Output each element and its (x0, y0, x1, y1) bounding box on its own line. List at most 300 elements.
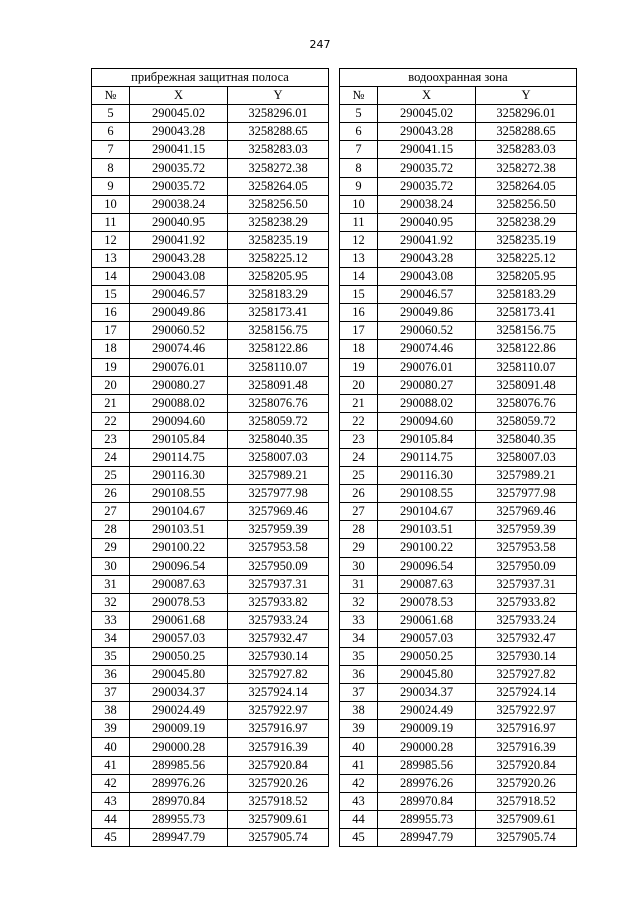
table-row (340, 702, 577, 720)
x-coordinate-cell: 290035.72 (378, 159, 476, 177)
table-row (340, 485, 577, 503)
table-row (92, 177, 329, 195)
point-number-cell: 13 (340, 249, 378, 267)
y-coordinate-cell: 3257920.84 (228, 756, 329, 774)
x-coordinate-cell: 290045.02 (378, 105, 476, 123)
y-coordinate-cell: 3258288.65 (476, 123, 577, 141)
point-number-cell: 16 (340, 304, 378, 322)
y-coordinate-cell: 3258283.03 (228, 141, 329, 159)
x-coordinate-cell: 290041.15 (130, 141, 228, 159)
table-row (340, 195, 577, 213)
point-number-cell: 14 (340, 268, 378, 286)
table-row (340, 593, 577, 611)
y-coordinate-cell: 3257916.39 (228, 738, 329, 756)
y-coordinate-cell: 3257932.47 (476, 629, 577, 647)
x-coordinate-cell: 290060.52 (130, 322, 228, 340)
point-number-cell: 30 (340, 557, 378, 575)
point-number-cell: 43 (340, 792, 378, 810)
y-coordinate-cell: 3257922.97 (476, 702, 577, 720)
x-coordinate-cell: 290043.08 (130, 268, 228, 286)
table-row (92, 412, 329, 430)
table-row (340, 213, 577, 231)
y-coordinate-cell: 3258238.29 (228, 213, 329, 231)
y-coordinate-cell: 3257927.82 (228, 666, 329, 684)
table-row (340, 756, 577, 774)
y-coordinate-cell: 3257909.61 (476, 810, 577, 828)
x-coordinate-cell: 290057.03 (130, 629, 228, 647)
table-row (92, 268, 329, 286)
y-coordinate-cell: 3257916.97 (228, 720, 329, 738)
y-coordinate-cell: 3258256.50 (476, 195, 577, 213)
x-coordinate-cell: 290103.51 (378, 521, 476, 539)
x-coordinate-cell: 290100.22 (130, 539, 228, 557)
y-coordinate-cell: 3258256.50 (228, 195, 329, 213)
point-number-cell: 38 (340, 702, 378, 720)
table-row (340, 810, 577, 828)
table-row (92, 648, 329, 666)
point-number-cell: 21 (340, 394, 378, 412)
table-row (340, 611, 577, 629)
x-coordinate-cell: 290024.49 (378, 702, 476, 720)
point-number-cell: 10 (340, 195, 378, 213)
y-coordinate-cell: 3257927.82 (476, 666, 577, 684)
y-coordinate-cell: 3257922.97 (228, 702, 329, 720)
x-coordinate-cell: 290050.25 (130, 648, 228, 666)
x-coordinate-cell: 289955.73 (378, 810, 476, 828)
x-coordinate-cell: 290038.24 (130, 195, 228, 213)
y-coordinate-cell: 3257924.14 (228, 684, 329, 702)
column-header-y: Y (228, 87, 329, 105)
point-number-cell: 40 (340, 738, 378, 756)
y-coordinate-cell: 3257959.39 (228, 521, 329, 539)
x-coordinate-cell: 289947.79 (378, 828, 476, 846)
point-number-cell: 34 (340, 629, 378, 647)
y-coordinate-cell: 3257930.14 (228, 648, 329, 666)
point-number-cell: 10 (92, 195, 130, 213)
table-row (340, 648, 577, 666)
y-coordinate-cell: 3258110.07 (228, 358, 329, 376)
y-coordinate-cell: 3258156.75 (476, 322, 577, 340)
x-coordinate-cell: 290087.63 (130, 575, 228, 593)
y-coordinate-cell: 3257959.39 (476, 521, 577, 539)
y-coordinate-cell: 3258040.35 (476, 430, 577, 448)
table-row (92, 684, 329, 702)
point-number-cell: 37 (340, 684, 378, 702)
x-coordinate-cell: 290074.46 (378, 340, 476, 358)
point-number-cell: 39 (92, 720, 130, 738)
y-coordinate-cell: 3257933.82 (228, 593, 329, 611)
table-row (92, 756, 329, 774)
x-coordinate-cell: 290087.63 (378, 575, 476, 593)
table-row (92, 213, 329, 231)
x-coordinate-cell: 290096.54 (378, 557, 476, 575)
table-row (92, 376, 329, 394)
point-number-cell: 7 (92, 141, 130, 159)
y-coordinate-cell: 3258040.35 (228, 430, 329, 448)
point-number-cell: 22 (340, 412, 378, 430)
x-coordinate-cell: 290041.15 (378, 141, 476, 159)
x-coordinate-cell: 290061.68 (130, 611, 228, 629)
column-header-x: X (130, 87, 228, 105)
point-number-cell: 43 (92, 792, 130, 810)
x-coordinate-cell: 290061.68 (378, 611, 476, 629)
point-number-cell: 26 (340, 485, 378, 503)
y-coordinate-cell: 3257920.26 (476, 774, 577, 792)
y-coordinate-cell: 3258264.05 (476, 177, 577, 195)
table-row (92, 792, 329, 810)
table-row (340, 539, 577, 557)
point-number-cell: 24 (340, 448, 378, 466)
y-coordinate-cell: 3257977.98 (476, 485, 577, 503)
point-number-cell: 29 (92, 539, 130, 557)
x-coordinate-cell: 289970.84 (130, 792, 228, 810)
point-number-cell: 20 (92, 376, 130, 394)
x-coordinate-cell: 290078.53 (130, 593, 228, 611)
y-coordinate-cell: 3258122.86 (476, 340, 577, 358)
y-coordinate-cell: 3258205.95 (476, 268, 577, 286)
table-row (340, 521, 577, 539)
point-number-cell: 37 (92, 684, 130, 702)
table-row (92, 322, 329, 340)
x-coordinate-cell: 290000.28 (378, 738, 476, 756)
x-coordinate-cell: 290040.95 (378, 213, 476, 231)
point-number-cell: 39 (340, 720, 378, 738)
table-row (340, 828, 577, 846)
point-number-cell: 19 (340, 358, 378, 376)
table-row (92, 467, 329, 485)
table-row (340, 177, 577, 195)
table-row (92, 828, 329, 846)
table-row (92, 702, 329, 720)
y-coordinate-cell: 3258225.12 (228, 249, 329, 267)
x-coordinate-cell: 289947.79 (130, 828, 228, 846)
x-coordinate-cell: 290076.01 (130, 358, 228, 376)
table-row (340, 774, 577, 792)
table-row (340, 340, 577, 358)
table-row (92, 394, 329, 412)
x-coordinate-cell: 290080.27 (130, 376, 228, 394)
y-coordinate-cell: 3258173.41 (476, 304, 577, 322)
table-title: прибрежная защитная полоса (92, 69, 329, 87)
y-coordinate-cell: 3258235.19 (476, 231, 577, 249)
y-coordinate-cell: 3258122.86 (228, 340, 329, 358)
y-coordinate-cell: 3258272.38 (476, 159, 577, 177)
table-row (92, 629, 329, 647)
column-header-y: Y (476, 87, 577, 105)
point-number-cell: 42 (340, 774, 378, 792)
y-coordinate-cell: 3258183.29 (476, 286, 577, 304)
y-coordinate-cell: 3258007.03 (476, 448, 577, 466)
point-number-cell: 27 (92, 503, 130, 521)
point-number-cell: 11 (92, 213, 130, 231)
point-number-cell: 12 (340, 231, 378, 249)
table-row (340, 557, 577, 575)
y-coordinate-cell: 3257918.52 (228, 792, 329, 810)
x-coordinate-cell: 290078.53 (378, 593, 476, 611)
table-row (340, 430, 577, 448)
x-coordinate-cell: 290074.46 (130, 340, 228, 358)
point-number-cell: 21 (92, 394, 130, 412)
x-coordinate-cell: 290114.75 (378, 448, 476, 466)
y-coordinate-cell: 3257953.58 (228, 539, 329, 557)
y-coordinate-cell: 3258156.75 (228, 322, 329, 340)
point-number-cell: 29 (340, 539, 378, 557)
table-row (92, 123, 329, 141)
point-number-cell: 6 (92, 123, 130, 141)
point-number-cell: 36 (340, 666, 378, 684)
x-coordinate-cell: 290041.92 (130, 231, 228, 249)
y-coordinate-cell: 3257909.61 (228, 810, 329, 828)
table-row (340, 123, 577, 141)
x-coordinate-cell: 290049.86 (378, 304, 476, 322)
table-row (340, 304, 577, 322)
point-number-cell: 19 (92, 358, 130, 376)
x-coordinate-cell: 290050.25 (378, 648, 476, 666)
table-row (92, 358, 329, 376)
y-coordinate-cell: 3258296.01 (228, 105, 329, 123)
x-coordinate-cell: 290049.86 (130, 304, 228, 322)
table-row (340, 412, 577, 430)
x-coordinate-cell: 290038.24 (378, 195, 476, 213)
x-coordinate-cell: 290009.19 (378, 720, 476, 738)
y-coordinate-cell: 3257953.58 (476, 539, 577, 557)
column-header-x: X (378, 87, 476, 105)
y-coordinate-cell: 3258076.76 (476, 394, 577, 412)
x-coordinate-cell: 290043.28 (378, 249, 476, 267)
y-coordinate-cell: 3257933.24 (476, 611, 577, 629)
table-row (92, 105, 329, 123)
table-body (92, 105, 329, 847)
x-coordinate-cell: 290104.67 (378, 503, 476, 521)
point-number-cell: 23 (340, 430, 378, 448)
point-number-cell: 30 (92, 557, 130, 575)
y-coordinate-cell: 3257933.82 (476, 593, 577, 611)
point-number-cell: 8 (340, 159, 378, 177)
point-number-cell: 31 (340, 575, 378, 593)
x-coordinate-cell: 290108.55 (130, 485, 228, 503)
x-coordinate-cell: 290046.57 (130, 286, 228, 304)
point-number-cell: 11 (340, 213, 378, 231)
table-row (92, 720, 329, 738)
y-coordinate-cell: 3258205.95 (228, 268, 329, 286)
x-coordinate-cell: 289955.73 (130, 810, 228, 828)
table-row (92, 231, 329, 249)
y-coordinate-cell: 3258007.03 (228, 448, 329, 466)
y-coordinate-cell: 3258076.76 (228, 394, 329, 412)
x-coordinate-cell: 290076.01 (378, 358, 476, 376)
y-coordinate-cell: 3258296.01 (476, 105, 577, 123)
table-row (340, 322, 577, 340)
y-coordinate-cell: 3257969.46 (228, 503, 329, 521)
point-number-cell: 14 (92, 268, 130, 286)
table-row (340, 231, 577, 249)
y-coordinate-cell: 3257937.31 (228, 575, 329, 593)
table-row (340, 394, 577, 412)
point-number-cell: 32 (92, 593, 130, 611)
point-number-cell: 17 (92, 322, 130, 340)
y-coordinate-cell: 3257924.14 (476, 684, 577, 702)
y-coordinate-cell: 3257932.47 (228, 629, 329, 647)
point-number-cell: 44 (92, 810, 130, 828)
x-coordinate-cell: 290114.75 (130, 448, 228, 466)
y-coordinate-cell: 3257905.74 (228, 828, 329, 846)
point-number-cell: 34 (92, 629, 130, 647)
coastal-protective-strip-table (91, 68, 329, 847)
y-coordinate-cell: 3257950.09 (476, 557, 577, 575)
y-coordinate-cell: 3257916.97 (476, 720, 577, 738)
x-coordinate-cell: 290041.92 (378, 231, 476, 249)
x-coordinate-cell: 290040.95 (130, 213, 228, 231)
y-coordinate-cell: 3258225.12 (476, 249, 577, 267)
table-row (92, 141, 329, 159)
point-number-cell: 41 (340, 756, 378, 774)
y-coordinate-cell: 3257989.21 (476, 467, 577, 485)
x-coordinate-cell: 290009.19 (130, 720, 228, 738)
table-row (92, 593, 329, 611)
point-number-cell: 18 (92, 340, 130, 358)
x-coordinate-cell: 289970.84 (378, 792, 476, 810)
point-number-cell: 44 (340, 810, 378, 828)
table-row (92, 286, 329, 304)
y-coordinate-cell: 3258091.48 (476, 376, 577, 394)
x-coordinate-cell: 290104.67 (130, 503, 228, 521)
x-coordinate-cell: 290045.80 (130, 666, 228, 684)
y-coordinate-cell: 3257905.74 (476, 828, 577, 846)
point-number-cell: 8 (92, 159, 130, 177)
point-number-cell: 25 (92, 467, 130, 485)
y-coordinate-cell: 3258091.48 (228, 376, 329, 394)
x-coordinate-cell: 290043.08 (378, 268, 476, 286)
x-coordinate-cell: 290088.02 (378, 394, 476, 412)
table-row (92, 774, 329, 792)
point-number-cell: 22 (92, 412, 130, 430)
point-number-cell: 35 (92, 648, 130, 666)
table-row (92, 611, 329, 629)
y-coordinate-cell: 3258059.72 (476, 412, 577, 430)
table-row (340, 503, 577, 521)
column-header-number: № (92, 87, 130, 105)
point-number-cell: 28 (340, 521, 378, 539)
table-row (92, 340, 329, 358)
point-number-cell: 27 (340, 503, 378, 521)
x-coordinate-cell: 290100.22 (378, 539, 476, 557)
y-coordinate-cell: 3258272.38 (228, 159, 329, 177)
table-row (92, 575, 329, 593)
table-row (340, 159, 577, 177)
point-number-cell: 16 (92, 304, 130, 322)
x-coordinate-cell: 290080.27 (378, 376, 476, 394)
x-coordinate-cell: 290094.60 (378, 412, 476, 430)
table-row (340, 105, 577, 123)
table-row (92, 304, 329, 322)
point-number-cell: 40 (92, 738, 130, 756)
table-row (92, 159, 329, 177)
table-row (92, 539, 329, 557)
y-coordinate-cell: 3257918.52 (476, 792, 577, 810)
table-row (92, 810, 329, 828)
y-coordinate-cell: 3258173.41 (228, 304, 329, 322)
point-number-cell: 45 (340, 828, 378, 846)
x-coordinate-cell: 290045.80 (378, 666, 476, 684)
x-coordinate-cell: 290000.28 (130, 738, 228, 756)
y-coordinate-cell: 3257989.21 (228, 467, 329, 485)
x-coordinate-cell: 290035.72 (130, 159, 228, 177)
point-number-cell: 36 (92, 666, 130, 684)
page-number: 247 (309, 38, 331, 51)
table-row (340, 376, 577, 394)
point-number-cell: 25 (340, 467, 378, 485)
point-number-cell: 9 (92, 177, 130, 195)
y-coordinate-cell: 3257977.98 (228, 485, 329, 503)
table-row (340, 286, 577, 304)
y-coordinate-cell: 3258283.03 (476, 141, 577, 159)
x-coordinate-cell: 290034.37 (378, 684, 476, 702)
y-coordinate-cell: 3257937.31 (476, 575, 577, 593)
point-number-cell: 6 (340, 123, 378, 141)
water-protection-zone-table (339, 68, 577, 847)
column-header-number: № (340, 87, 378, 105)
y-coordinate-cell: 3258288.65 (228, 123, 329, 141)
table-row (92, 521, 329, 539)
y-coordinate-cell: 3258059.72 (228, 412, 329, 430)
y-coordinate-cell: 3257933.24 (228, 611, 329, 629)
table-row (92, 195, 329, 213)
x-coordinate-cell: 289976.26 (378, 774, 476, 792)
x-coordinate-cell: 289985.56 (130, 756, 228, 774)
y-coordinate-cell: 3257969.46 (476, 503, 577, 521)
x-coordinate-cell: 290094.60 (130, 412, 228, 430)
x-coordinate-cell: 290057.03 (378, 629, 476, 647)
point-number-cell: 33 (92, 611, 130, 629)
table-row (92, 485, 329, 503)
x-coordinate-cell: 290034.37 (130, 684, 228, 702)
point-number-cell: 18 (340, 340, 378, 358)
table-row (92, 448, 329, 466)
table-row (92, 738, 329, 756)
point-number-cell: 5 (92, 105, 130, 123)
y-coordinate-cell: 3258264.05 (228, 177, 329, 195)
x-coordinate-cell: 290108.55 (378, 485, 476, 503)
point-number-cell: 15 (340, 286, 378, 304)
x-coordinate-cell: 290045.02 (130, 105, 228, 123)
table-row (340, 666, 577, 684)
table-row (340, 141, 577, 159)
table-row (340, 467, 577, 485)
point-number-cell: 17 (340, 322, 378, 340)
y-coordinate-cell: 3257920.84 (476, 756, 577, 774)
table-row (340, 249, 577, 267)
y-coordinate-cell: 3258110.07 (476, 358, 577, 376)
point-number-cell: 31 (92, 575, 130, 593)
table-row (340, 684, 577, 702)
x-coordinate-cell: 290060.52 (378, 322, 476, 340)
table-row (92, 503, 329, 521)
table-row (340, 448, 577, 466)
table-row (92, 666, 329, 684)
table-row (92, 557, 329, 575)
point-number-cell: 41 (92, 756, 130, 774)
x-coordinate-cell: 290088.02 (130, 394, 228, 412)
x-coordinate-cell: 290105.84 (130, 430, 228, 448)
point-number-cell: 45 (92, 828, 130, 846)
table-row (340, 738, 577, 756)
table-title: водоохранная зона (340, 69, 577, 87)
point-number-cell: 24 (92, 448, 130, 466)
x-coordinate-cell: 290035.72 (130, 177, 228, 195)
point-number-cell: 33 (340, 611, 378, 629)
point-number-cell: 28 (92, 521, 130, 539)
x-coordinate-cell: 290024.49 (130, 702, 228, 720)
